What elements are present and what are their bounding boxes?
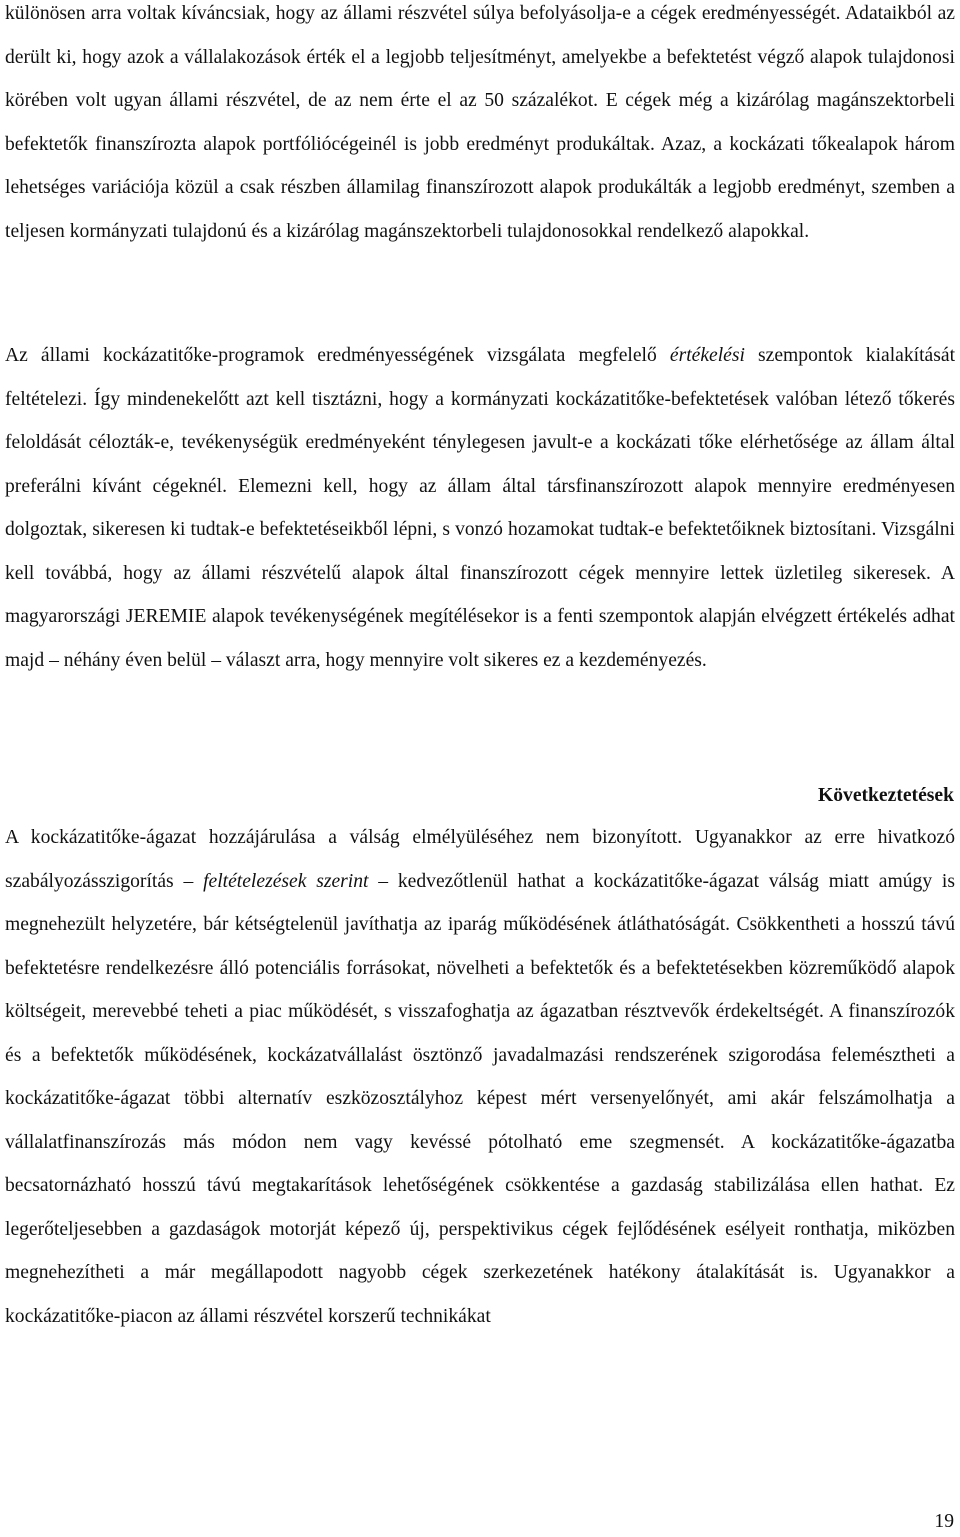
- paragraph-conclusions: [5, 816, 955, 1338]
- emphasis-text: értékelési: [669, 345, 745, 366]
- section-heading-conclusions: Következtetések: [817, 785, 954, 806]
- paragraph-state-participation-results: [5, 0, 955, 253]
- paragraph-text-start: A kockázatitőke-ágazat hozzájárulása a válság elmélyüléséhez nem bizonyított. Ugyanakkor az erre hivatkozó szabályozásszigorítás –: [5, 827, 955, 892]
- paragraph-evaluation-criteria: [5, 334, 955, 682]
- emphasis-text: feltételezések szerint: [203, 870, 369, 892]
- paragraph-text-start: Az állami kockázatitőke-programok eredményességének vizsgálata megfelelő: [5, 345, 657, 366]
- paragraph-text: különösen arra voltak kíváncsiak, hogy az állami részvétel súlya befolyásolja-e a cégek eredményességét. Adataikból az derült ki, hogy azok a vállalakozások érték el a legjobb teljesítményt, amelyekbe a befektetést végző alapok tulajdonosi körében volt ugyan állami részvétel, de az nem érte el az 50 százalékot. E cégek még a kizárólag magánszektorbeli befektetők finanszírozta alapok portfóliócégeinél is jobb eredményt produkáltak. Azaz, a kockázati tőkealapok három lehetséges variációja közül a csak részben államilag finanszírozott alapok produkálták a legjobb eredményt, szemben a teljesen kormányzati tulajdonú és a kizárólag magánszektorbeli tulajdonosokkal rendelkező alapokkal.: [5, 3, 955, 242]
- paragraph-text-rest: szempontok kialakítását feltételezi. Így mindenekelőtt azt kell tisztázni, hogy a kormányzati kockázatitőke-befektetések valóban létező tőkerés feloldását célozták-e, tevékenységük eredményeként ténylegesen javult-e a kockázati tőke elérhetősége az állam által preferálni kívánt cégeknél. Elemezni kell, hogy az állam által társfinanszírozott alapok mennyire eredményesen dolgoztak, sikeresen ki tudtak-e befektetéseikből lépni, s vonzó hozamokat tudtak-e befektetőiknek biztosítani. Vizsgálni kell továbbá, hogy az állami részvételű alapok által finanszírozott cégek mennyire lettek üzletileg sikeresek. A magyarországi JEREMIE alapok tevékenységének megítélésekor is a fenti szempontok alapján elvégzett értékelés adhat majd – néhány éven belül – választ arra, hogy mennyire volt sikeres ez a kezdeményezés.: [5, 345, 956, 671]
- page-number: 19: [934, 1511, 954, 1532]
- paragraph-text-rest: – kedvezőtlenül hathat a kockázatitőke-ágazat válság miatt amúgy is megnehezült helyzetére, bár kétségtelenül javíthatja az iparág működésének átláthatóságát. Csökkentheti a hosszú távú befektetésre rendelkezésre álló potenciális forrásokat, növelheti a befektetők és a befektetésekben közreműködő alapok költségeit, merevebbé teheti a piac működését, s visszafoghatja az ágazatban résztvevők érdekeltségét. A finanszírozók és a befektetők működésének, kockázatvállalást ösztönző javadalmazási rendszerének szigorodása felemésztheti a kockázatitőke-ágazat többi alternatív eszközosztályhoz képest mért versenyelőnyét, ami akár felszámolhatja a vállalatfinanszírozás más módon nem vagy kevéssé pótolható eme szegmensét. A kockázatitőke-ágazatba becsatornázható hosszú távú megtakarítások lehetőségének csökkentése a gazdaság stabilizálása ellen hathat. Ez legerőteljesebben a gazdaságok motorját képező új, perspektivikus cégek fejlődésének esélyeit ronthatja, miközben megnehezítheti a már megállapodott nagyobb cégek szerkezetének hatékony átalakítását is. Ugyanakkor a kockázatitőke-piacon az állami részvétel korszerű technikákat: [5, 870, 955, 1327]
